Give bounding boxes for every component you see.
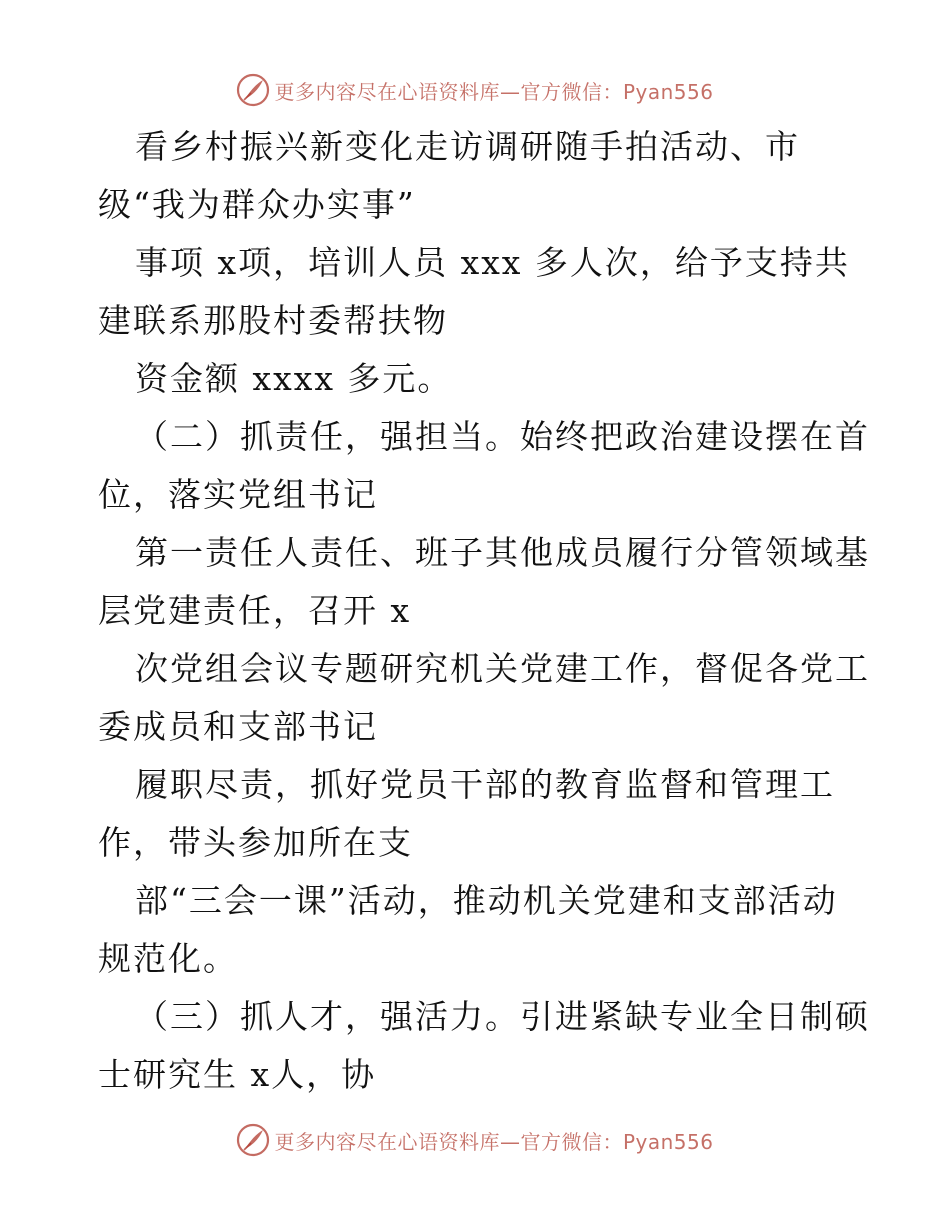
- text-line: 次党组会议专题研究机关党建工作，督促各党工: [135, 649, 870, 688]
- footer-watermark: [0, 1120, 950, 1160]
- text-line: 级“我为群众办实事”: [98, 185, 416, 224]
- text-line: （三）抓人才，强活力。引进紧缺专业全日制硕: [135, 997, 870, 1036]
- feather-pen-logo-icon: [236, 73, 270, 107]
- text-line: 士研究生 x人，协: [98, 1055, 377, 1094]
- feather-pen-logo-icon: [236, 1123, 270, 1157]
- watermark-text: 更多内容尽在心语资料库—官方微信：Pyan556: [274, 1129, 714, 1154]
- text-line: （二）抓责任，强担当。始终把政治建设摆在首: [135, 417, 870, 456]
- text-line: 作，带头参加所在支: [98, 823, 413, 862]
- watermark-text: 更多内容尽在心语资料库—官方微信：Pyan556: [274, 79, 714, 104]
- text-line: 部“三会一课”活动，推动机关党建和支部活动: [135, 881, 838, 920]
- text-line: 建联系那股村委帮扶物: [98, 301, 448, 340]
- text-line: 事项 x项，培训人员 xxx 多人次，给予支持共: [135, 243, 850, 282]
- text-line: 第一责任人责任、班子其他成员履行分管领域基: [135, 533, 870, 572]
- text-line: 看乡村振兴新变化走访调研随手拍活动、市: [135, 127, 800, 166]
- header-watermark: [0, 70, 950, 110]
- text-line: 位，落实党组书记: [98, 475, 378, 514]
- text-line: 资金额 xxxx 多元。: [135, 359, 453, 398]
- text-line: 委成员和支部书记: [98, 707, 378, 746]
- document-body: [98, 124, 870, 1110]
- text-line: 规范化。: [98, 939, 238, 978]
- text-line: 履职尽责，抓好党员干部的教育监督和管理工: [135, 765, 835, 804]
- text-line: 层党建责任，召开 x: [98, 591, 412, 630]
